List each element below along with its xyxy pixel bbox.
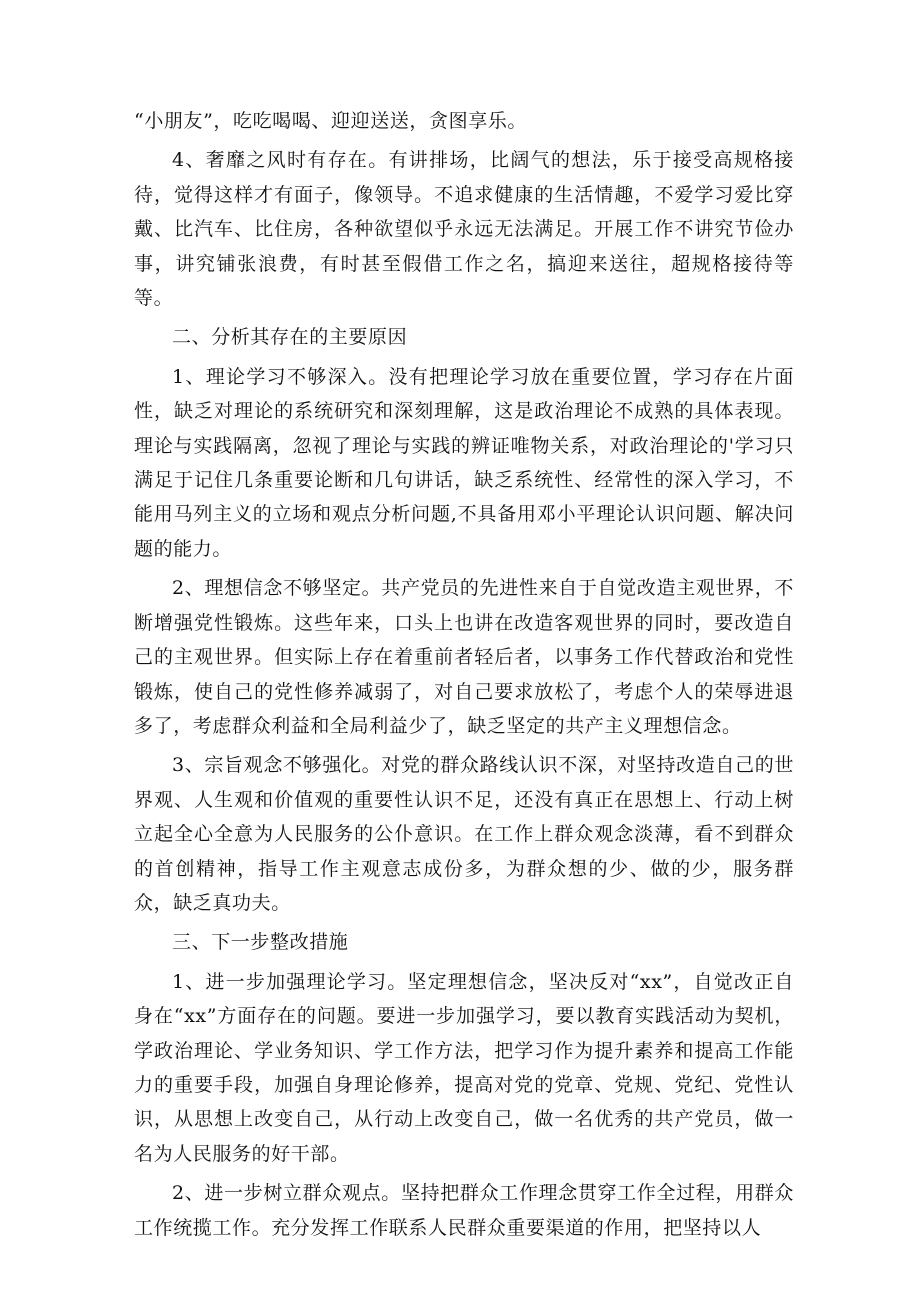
paragraph-extravagance: 4、奢靡之风时有存在。有讲排场，比阔气的想法，乐于接受高规格接待，觉得这样才有面子，像领导。不追求健康的生活情趣，不爱学习爱比穿戴、比汽车、比住房，各种欲望似乎永远无法满足。开展工作不讲究节俭办事，讲究铺张浪费，有时甚至假借工作之名，搞迎来送往，超规格接待等等。 <box>134 149 794 310</box>
paragraph-mass-viewpoint: 2、进一步树立群众观点。坚持把群众工作理念贯穿工作全过程，用群众工作统揽工作。充分发挥工作联系人民群众重要渠道的作用，把坚持以人 <box>134 1182 794 1239</box>
document-page <box>134 104 794 1250</box>
paragraph-strengthen-study: 1、进一步加强理论学习。坚定理想信念，坚决反对“xx”，自觉改正自身在“xx”方面存在的问题。要进一步加强学习，要以教育实践活动为契机，学政治理论、学业务知识、学工作方法，把学习作为提升素养和提高工作能力的重要手段，加强自身理论修养，提高对党的党章、党规、党纪、党性认识，从思想上改变自己，从行动上改变自己，做一名优秀的共产党员，做一名为人民服务的好干部。 <box>134 970 794 1165</box>
paragraph-ideals-belief: 2、理想信念不够坚定。共产党员的先进性来自于自觉改造主观世界，不断增强党性锻炼。这些年来，口头上也讲在改造客观世界的同时，要改造自己的主观世界。但实际上存在着重前者轻后者，以事务工作代替政治和党性锻炼，使自己的党性修养减弱了，对自己要求放松了，考虑个人的荣辱进退多了，考虑群众利益和全局利益少了，缺乏坚定的共产主义理想信念。 <box>134 577 794 737</box>
section-heading-measures: 三、下一步整改措施 <box>172 931 349 954</box>
section-heading-causes: 二、分析其存在的主要原因 <box>172 326 408 349</box>
paragraph-continuation: “小朋友”，吃吃喝喝、迎迎送送，贪图享乐。 <box>134 110 528 132</box>
paragraph-purpose-concept: 3、宗旨观念不够强化。对党的群众路线认识不深，对坚持改造自己的世界观、人生观和价值观的重要性认识不足，还没有真正在思想上、行动上树立起全心全意为人民服务的公仆意识。在工作上群众观念淡薄，看不到群众的首创精神，指导工作主观意志成份多，为群众想的少、做的少，服务群众，缺乏真功夫。 <box>134 754 794 914</box>
paragraph-theory-study: 1、理论学习不够深入。没有把理论学习放在重要位置，学习存在片面性，缺乏对理论的系统研究和深刻理解，这是政治理论不成熟的具体表现。理论与实践隔离，忽视了理论与实践的辨证唯物关系，对政治理论的'学习只满足于记住几条重要论断和几句讲话，缺乏系统性、经常性的深入学习，不能用马列主义的立场和观点分析问题,不具备用邓小平理论认识问题、解决问题的能力。 <box>134 365 794 560</box>
